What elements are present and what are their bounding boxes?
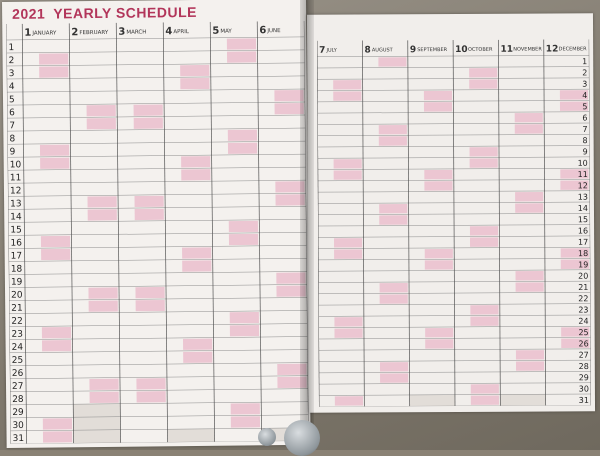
- day-number: 23: [11, 329, 23, 340]
- left-calendar-grid: [6, 21, 308, 444]
- weekend-band: [229, 234, 258, 245]
- weekend-band: [334, 317, 362, 326]
- weekend-band: [180, 65, 209, 76]
- row-line: [9, 271, 307, 274]
- weekend-band: [424, 91, 452, 100]
- row-line: [8, 232, 306, 235]
- weekend-band: [136, 378, 165, 389]
- day-number: 22: [11, 316, 23, 327]
- weekend-band: [183, 339, 212, 350]
- row-line: [9, 324, 307, 327]
- day-number: 25: [11, 355, 24, 366]
- day-number: 23: [578, 305, 589, 315]
- empty-day-cell: [73, 404, 120, 418]
- month-header: [364, 45, 393, 55]
- day-number: 25: [578, 328, 589, 338]
- weekend-band: [40, 158, 69, 169]
- day-number: 3: [582, 79, 588, 89]
- weekend-band: [515, 113, 543, 122]
- day-number: 14: [10, 212, 22, 223]
- weekend-band: [470, 305, 498, 314]
- right-calendar-grid: [317, 39, 591, 406]
- weekend-band: [90, 392, 119, 403]
- weekend-band: [334, 170, 362, 179]
- book-gutter: [300, 0, 314, 450]
- day-number: 17: [577, 237, 589, 247]
- weekend-band: [425, 328, 453, 337]
- month-name: APRIL: [173, 29, 189, 36]
- empty-day-cell: [167, 429, 214, 443]
- empty-day-cell: [500, 394, 545, 406]
- weekend-band: [183, 352, 212, 363]
- right-page: [307, 13, 595, 412]
- column-line: [498, 40, 500, 406]
- day-number: 5: [582, 102, 588, 112]
- day-number: 21: [578, 282, 589, 292]
- weekend-band: [333, 80, 361, 89]
- weekend-band: [42, 340, 71, 351]
- month-header: [212, 26, 232, 37]
- day-number: 22: [578, 294, 589, 304]
- day-number: 20: [578, 271, 589, 281]
- day-number: 29: [578, 373, 589, 383]
- weekend-band: [425, 339, 453, 348]
- day-number: 12: [9, 186, 22, 197]
- weekend-band: [470, 147, 498, 156]
- day-number: 8: [582, 136, 588, 146]
- column-line: [589, 39, 591, 405]
- weekend-band: [334, 328, 362, 337]
- month-name: MARCH: [126, 29, 147, 36]
- month-number: 8: [364, 45, 371, 56]
- weekend-band: [380, 283, 408, 292]
- month-number: 5: [212, 25, 220, 37]
- day-number: 3: [8, 69, 15, 80]
- weekend-band: [230, 312, 259, 323]
- day-number: 30: [12, 420, 24, 432]
- day-number: 11: [9, 173, 22, 184]
- weekend-band: [42, 327, 71, 338]
- weekend-band: [334, 238, 362, 247]
- day-number: 15: [577, 215, 589, 225]
- day-number: 27: [578, 350, 589, 360]
- day-number: 26: [578, 339, 589, 349]
- month-number: 1: [24, 27, 32, 39]
- month-name: OCTOBER: [467, 46, 493, 53]
- month-name: NOVEMBER: [513, 46, 542, 53]
- month-number: 11: [500, 44, 514, 55]
- day-number: 2: [8, 56, 15, 67]
- weekend-band: [470, 226, 498, 235]
- weekend-band: [515, 203, 543, 212]
- weekend-band: [334, 249, 362, 258]
- weekend-band: [43, 418, 72, 429]
- weekend-band: [516, 282, 544, 291]
- day-number: 18: [578, 249, 589, 259]
- title-year: 2021: [12, 5, 46, 22]
- weekend-band: [380, 362, 408, 371]
- page-title: [12, 4, 197, 22]
- weekend-band: [335, 396, 363, 405]
- row-line: [10, 415, 308, 418]
- column-line: [362, 40, 364, 406]
- day-number: 31: [578, 395, 590, 405]
- month-number: 3: [118, 26, 126, 38]
- binder-ring: [284, 420, 320, 456]
- day-number: 8: [9, 134, 16, 145]
- month-name: AUGUST: [371, 47, 393, 54]
- day-number: 16: [577, 226, 589, 236]
- month-header: [165, 26, 190, 37]
- weekend-band: [88, 287, 117, 298]
- weekend-band: [180, 78, 209, 89]
- day-number: 5: [8, 95, 15, 106]
- month-name: SEPTEMBER: [417, 47, 448, 54]
- column-line: [69, 23, 73, 443]
- day-number: 16: [10, 238, 23, 249]
- weekend-band: [470, 237, 498, 246]
- day-number: 17: [10, 251, 23, 262]
- weekend-band: [515, 124, 543, 133]
- weekend-band: [43, 431, 72, 442]
- weekend-band: [334, 159, 362, 168]
- row-line: [7, 89, 305, 92]
- empty-day-cell: [73, 430, 120, 444]
- weekend-band: [231, 403, 260, 414]
- month-number: 10: [455, 44, 468, 55]
- weekend-band: [134, 118, 163, 129]
- weekend-band: [227, 51, 256, 62]
- weekend-band: [39, 66, 68, 77]
- day-number: 27: [11, 381, 24, 392]
- weekend-band: [134, 104, 163, 115]
- month-number: 6: [259, 25, 267, 37]
- row-line: [7, 50, 305, 53]
- day-number: 2: [582, 68, 588, 78]
- weekend-band: [231, 416, 260, 427]
- day-number: 28: [12, 394, 24, 405]
- weekend-band: [425, 260, 453, 269]
- day-number: 4: [8, 82, 15, 93]
- weekend-band: [137, 391, 166, 402]
- weekend-band: [230, 325, 259, 336]
- month-number: 9: [409, 45, 417, 56]
- day-number: 28: [578, 361, 589, 371]
- weekend-band: [89, 300, 118, 311]
- day-number: 21: [11, 303, 23, 314]
- weekend-band: [134, 196, 163, 207]
- weekend-band: [424, 181, 452, 190]
- month-header: [71, 27, 109, 38]
- day-number: 4: [582, 90, 588, 100]
- weekend-band: [229, 221, 258, 232]
- weekend-band: [182, 260, 211, 271]
- column-line: [22, 24, 26, 444]
- weekend-band: [378, 57, 406, 66]
- day-number: 6: [9, 108, 15, 119]
- weekend-band: [228, 130, 257, 141]
- day-number: 13: [10, 199, 22, 210]
- weekend-band: [516, 361, 544, 370]
- day-number: 19: [10, 277, 23, 288]
- month-name: DECEMBER: [558, 46, 587, 53]
- weekend-band: [470, 316, 498, 325]
- day-number: 9: [582, 147, 588, 157]
- row-line: [10, 363, 308, 366]
- month-name: JULY: [326, 47, 337, 54]
- weekend-band: [379, 136, 407, 145]
- weekend-band: [380, 373, 408, 382]
- weekend-band: [41, 236, 70, 247]
- month-number: 7: [319, 45, 326, 56]
- weekend-band: [87, 118, 116, 129]
- day-number: 26: [11, 368, 24, 379]
- month-header: [500, 45, 542, 55]
- month-name: JUNE: [267, 28, 281, 35]
- day-number: 30: [578, 384, 589, 394]
- month-name: FEBRUARY: [79, 29, 109, 37]
- weekend-band: [470, 158, 498, 167]
- day-number: 11: [577, 169, 588, 180]
- weekend-band: [87, 196, 116, 207]
- left-page: [2, 0, 311, 448]
- day-number: 7: [582, 124, 588, 134]
- weekend-band: [88, 209, 117, 220]
- day-number: 14: [577, 203, 589, 213]
- weekend-band: [471, 384, 499, 393]
- day-number: 31: [12, 433, 25, 444]
- month-header: [410, 45, 448, 55]
- row-line: [8, 180, 306, 183]
- weekend-band: [380, 294, 408, 303]
- weekend-band: [89, 379, 118, 390]
- weekend-band: [333, 91, 361, 100]
- month-header: [546, 44, 587, 54]
- month-header: [259, 25, 281, 36]
- day-number: 7: [9, 121, 16, 132]
- weekend-band: [424, 170, 452, 179]
- title-text: YEARLY SCHEDULE: [53, 3, 198, 22]
- weekend-band: [516, 350, 544, 359]
- weekend-band: [425, 249, 453, 258]
- weekend-band: [87, 105, 116, 116]
- column-line: [210, 22, 214, 442]
- column-line: [317, 41, 319, 407]
- row-line: [7, 141, 305, 144]
- day-number: 29: [12, 407, 24, 418]
- day-number: 19: [578, 260, 589, 270]
- weekend-band: [136, 300, 165, 311]
- day-number: 24: [11, 342, 24, 353]
- weekend-band: [227, 38, 256, 49]
- empty-day-cell: [410, 395, 455, 407]
- day-number: 10: [577, 158, 588, 168]
- weekend-band: [181, 169, 210, 180]
- binder-ring: [258, 428, 276, 446]
- month-name: MAY: [220, 28, 232, 35]
- weekend-band: [135, 209, 164, 220]
- weekend-band: [228, 143, 257, 154]
- day-number: 13: [577, 192, 588, 202]
- weekend-band: [471, 395, 499, 404]
- weekend-band: [469, 68, 497, 77]
- weekend-band: [40, 145, 69, 156]
- day-number: 24: [578, 316, 589, 326]
- day-number: 9: [9, 147, 16, 158]
- month-header: [24, 27, 57, 38]
- weekend-band: [515, 192, 543, 201]
- empty-day-cell: [73, 417, 120, 431]
- row-line: [6, 37, 304, 40]
- weekend-band: [182, 247, 211, 258]
- day-number: 6: [582, 113, 588, 123]
- day-number: 1: [8, 43, 15, 54]
- weekend-band: [469, 79, 497, 88]
- day-number: 1: [582, 57, 588, 67]
- weekend-band: [379, 125, 407, 134]
- month-number: 2: [71, 27, 79, 39]
- weekend-band: [41, 249, 70, 260]
- weekend-band: [379, 215, 407, 224]
- month-number: 12: [545, 44, 559, 55]
- weekend-band: [135, 287, 164, 298]
- column-line: [544, 40, 546, 406]
- day-number: 10: [9, 160, 22, 171]
- month-number: 4: [165, 26, 173, 38]
- day-number: 12: [577, 181, 588, 191]
- day-number: 20: [11, 290, 23, 301]
- column-line: [408, 40, 410, 406]
- day-number: 18: [10, 264, 23, 275]
- day-number: 15: [10, 225, 22, 236]
- column-line: [453, 40, 455, 406]
- weekend-band: [516, 271, 544, 280]
- month-header: [118, 26, 146, 37]
- weekend-band: [424, 102, 452, 111]
- weekend-band: [181, 156, 210, 167]
- month-name: JANUARY: [32, 30, 57, 37]
- weekend-band: [39, 53, 68, 64]
- month-header: [319, 46, 338, 56]
- weekend-band: [379, 204, 407, 213]
- month-header: [455, 45, 493, 55]
